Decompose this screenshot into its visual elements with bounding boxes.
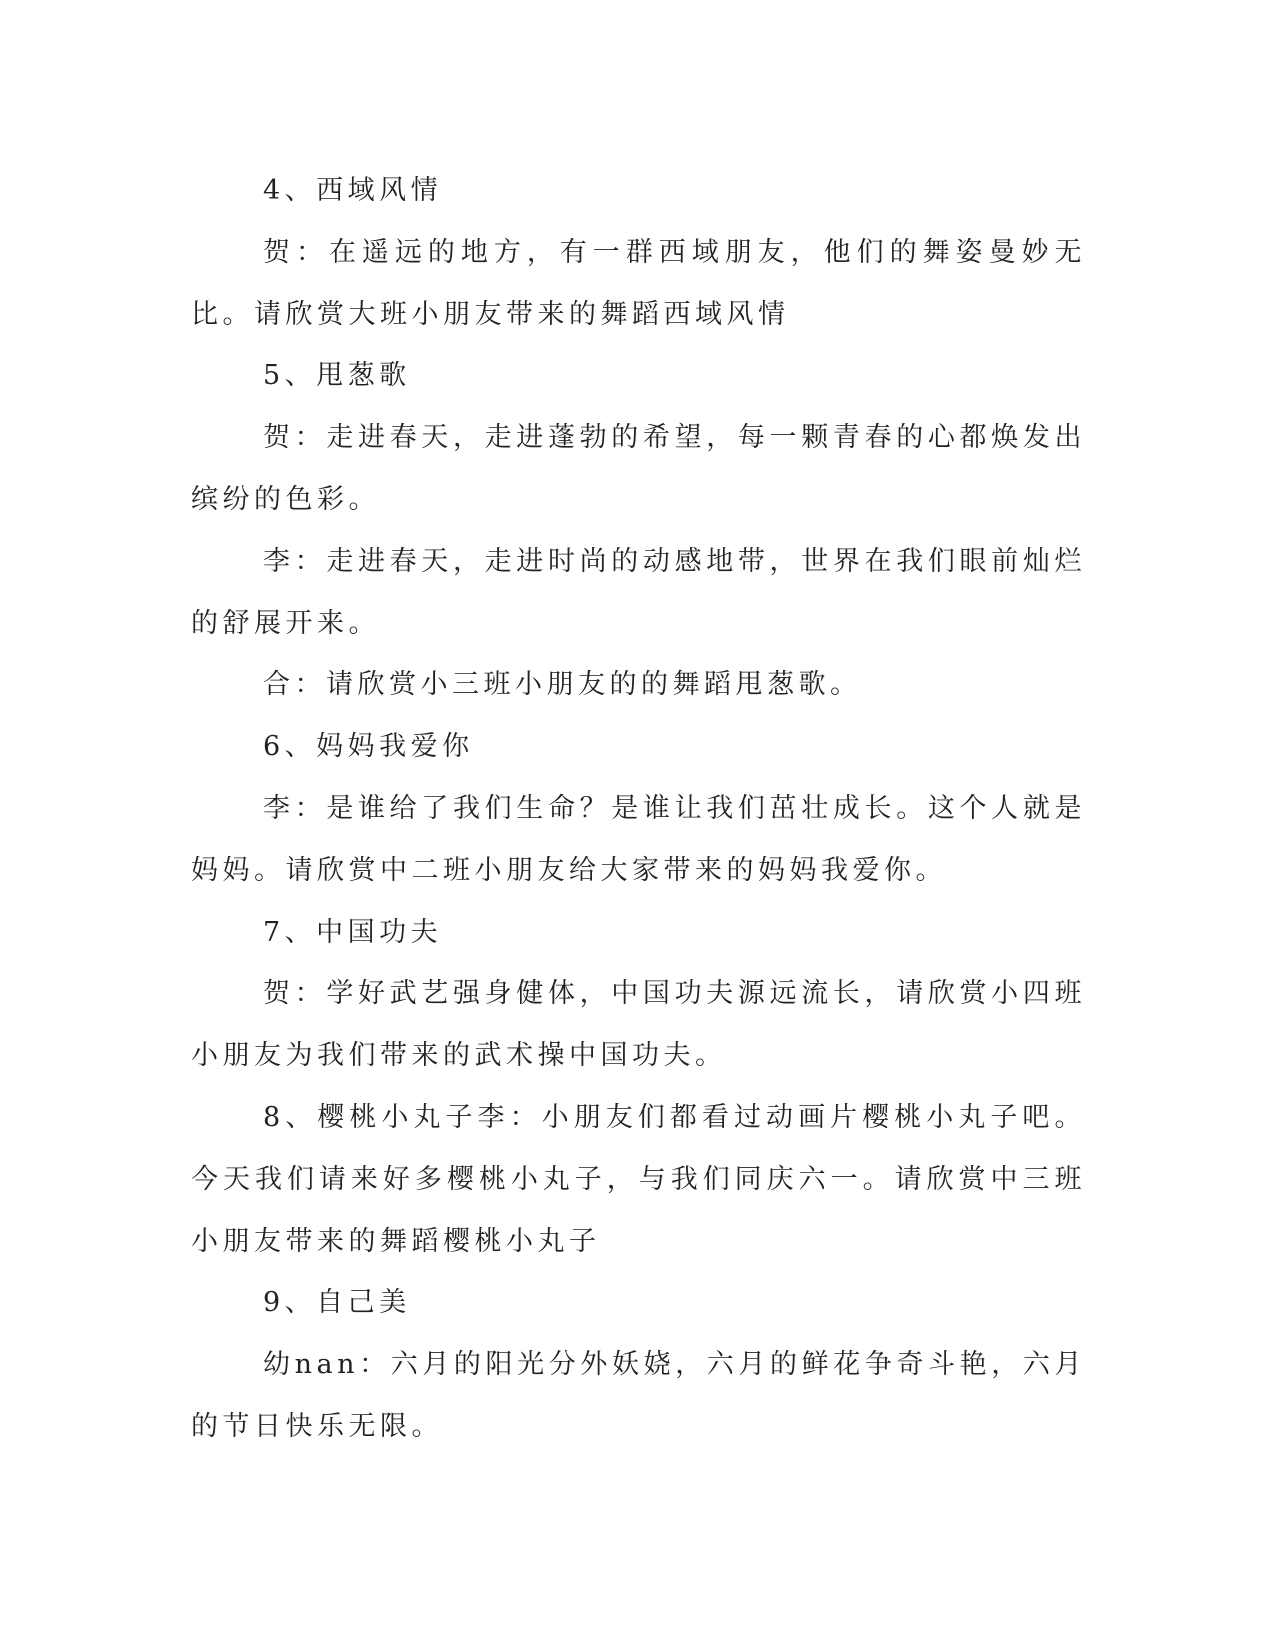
program-heading-7: 7、中国功夫 [263,916,443,948]
program-heading-9: 9、自己美 [263,1287,411,1319]
program-heading-8-with-line: 8、樱桃小丸子李：小朋友们都看过动画片樱桃小丸子吧。今天我们请来好多樱桃小丸子，与我们同庆六一。请欣赏中三班小朋友带来的舞蹈樱桃小丸子 [191,1101,1086,1257]
host-line-he-4: 贺：在遥远的地方，有一群西域朋友，他们的舞姿曼妙无比。请欣赏大班小朋友带来的舞蹈西域风情 [191,236,1086,330]
host-line-li-5: 李：走进春天，走进时尚的动感地带，世界在我们眼前灿烂的舒展开来。 [191,545,1086,639]
host-line-he-5: 贺：走进春天，走进蓬勃的希望，每一颗青春的心都焕发出缤纷的色彩。 [191,422,1086,515]
program-heading-5: 5、甩葱歌 [263,360,411,392]
host-line-you-9: 幼nan：六月的阳光分外妖娆，六月的鲜花争奇斗艳，六月的节日快乐无限。 [191,1349,1086,1442]
host-line-he-7: 贺：学好武艺强身健体，中国功夫源远流长，请欣赏小四班小朋友为我们带来的武术操中国功夫。 [191,978,1086,1072]
document-body [191,160,1086,1458]
host-line-li-6: 李：是谁给了我们生命？是谁让我们茁壮成长。这个人就是妈妈。请欣赏中二班小朋友给大家带来的妈妈我爱你。 [191,792,1086,886]
program-heading-4: 4、西域风情 [263,175,443,206]
program-heading-6: 6、妈妈我爱你 [263,731,474,763]
host-line-together-5: 合：请欣赏小三班小朋友的的舞蹈甩葱歌。 [263,669,862,701]
